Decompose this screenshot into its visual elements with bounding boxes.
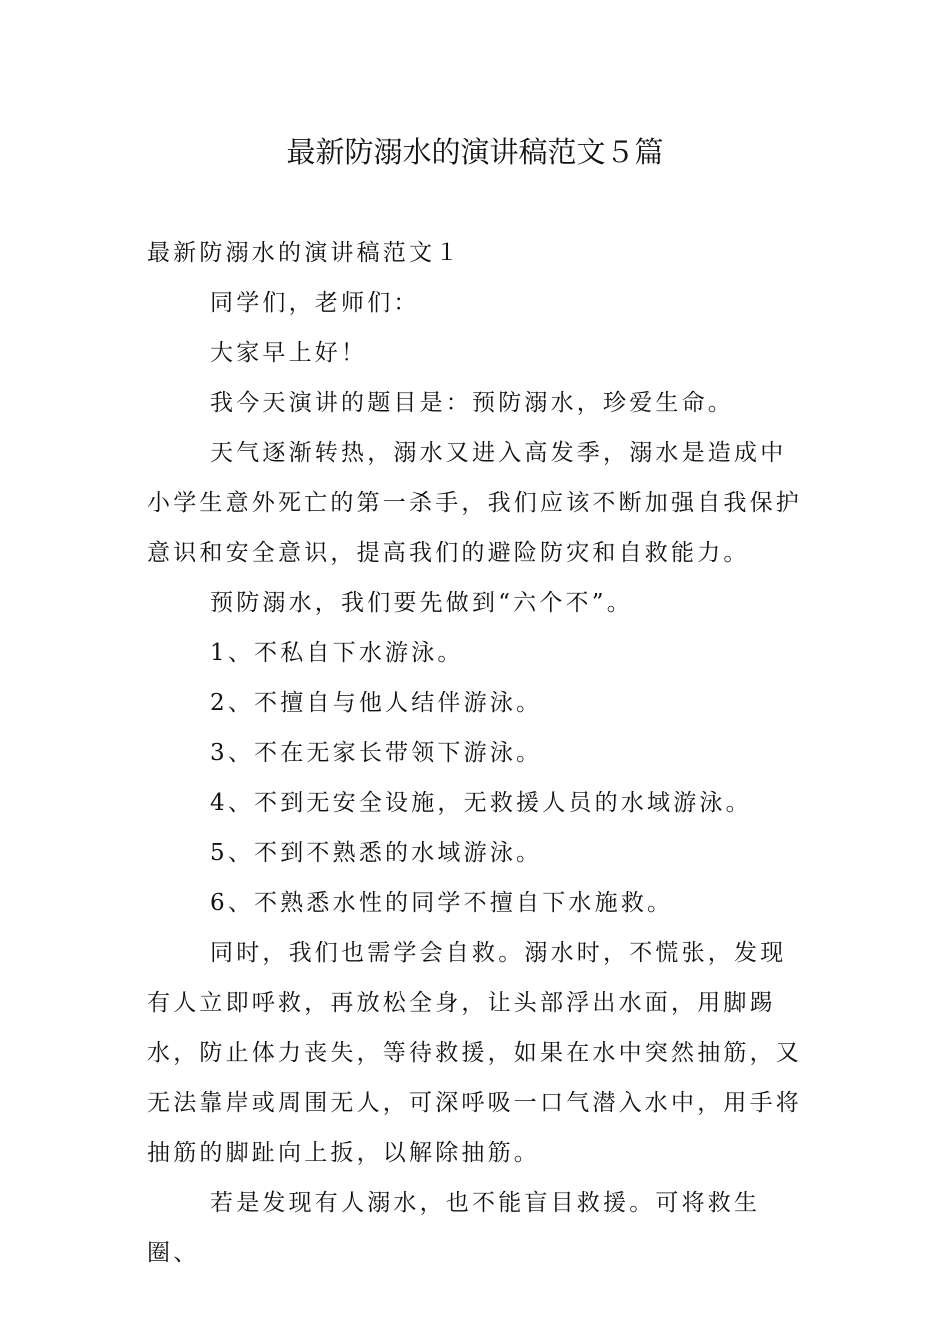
paragraph-topic: 我今天演讲的题目是：预防溺水，珍爱生命。 xyxy=(210,390,734,416)
section-heading: 最新防溺水的演讲稿范文１ xyxy=(147,240,462,266)
paragraph-greeting: 同学们，老师们： xyxy=(210,290,420,316)
document-title: 最新防溺水的演讲稿范文５篇 xyxy=(286,135,664,169)
paragraph-self-rescue: 同时，我们也需学会自救。溺水时，不慌张，发现有人立即呼救，再放松全身，让头部浮出水面，用脚踢水，防止体力丧失，等待救援，如果在水中突然抽筋，又无法靠岸或周围无人，可深呼吸一口气潜入水中，用手将抽筋的脚趾向上扳，以解除抽筋。 xyxy=(147,940,802,1166)
list-item-rule-2: 2、不擅自与他人结伴游泳。 xyxy=(210,690,543,716)
paragraph-rescue-others: 若是发现有人溺水，也不能盲目救援。可将救生圈、 xyxy=(147,1190,761,1266)
paragraph-good-morning: 大家早上好！ xyxy=(210,340,368,366)
list-item-rule-1: 1、不私自下水游泳。 xyxy=(210,640,464,666)
list-item-rule-5: 5、不到不熟悉的水域游泳。 xyxy=(210,840,543,866)
document-body xyxy=(147,228,807,1278)
list-item-rule-4: 4、不到无安全设施，无救援人员的水域游泳。 xyxy=(210,790,752,816)
paragraph-intro: 天气逐渐转热，溺水又进入高发季，溺水是造成中小学生意外死亡的第一杀手，我们应该不断加强自我保护意识和安全意识，提高我们的避险防灾和自救能力。 xyxy=(147,440,802,566)
list-item-rule-6: 6、不熟悉水性的同学不擅自下水施救。 xyxy=(210,890,674,916)
paragraph-six-rules: 预防溺水，我们要先做到“六个不”。 xyxy=(210,590,633,616)
list-item-rule-3: 3、不在无家长带领下游泳。 xyxy=(210,740,543,766)
